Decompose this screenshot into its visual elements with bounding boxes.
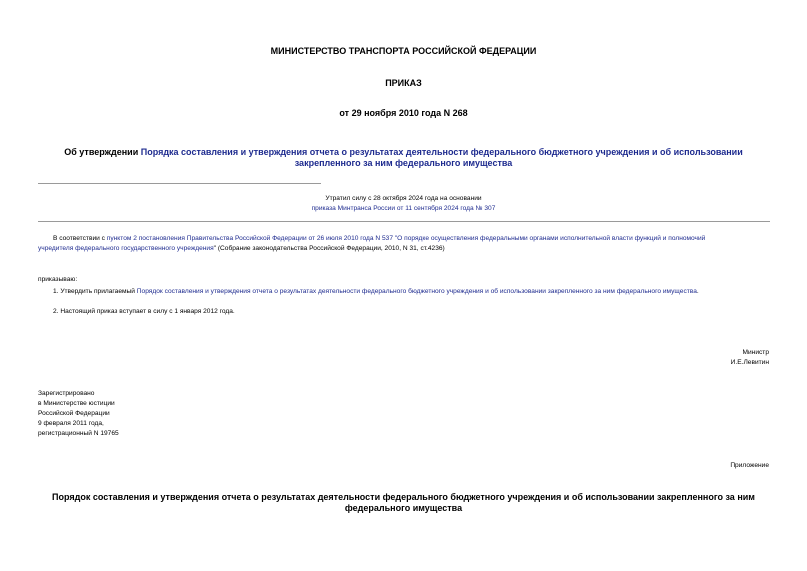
order-word: приказываю:	[38, 276, 78, 283]
preamble-link-line2[interactable]: учредителя федерального государственного учреждения	[38, 245, 214, 252]
item-1	[53, 287, 783, 297]
status-link[interactable]: приказа Минтранса России от 11 сентября 2024 года № 307	[311, 205, 496, 212]
item-1-suffix: .	[696, 288, 699, 295]
status-line: Утратил силу с 28 октября 2024 года на основании	[325, 195, 482, 202]
preamble-text: В соответствии с	[53, 235, 107, 242]
registration-line: в Министерстве юстиции	[38, 400, 115, 407]
appendix-title	[0, 492, 807, 514]
registration-line: Российской Федерации	[38, 410, 110, 417]
registration-line: 9 февраля 2011 года,	[38, 420, 104, 427]
registration-line: регистрационный N 19765	[38, 430, 119, 437]
preamble-text-end: " (Собрание законодательства Российской Федерации, 2010, N 31, ст.4236)	[213, 245, 445, 252]
appendix-label: Приложение	[730, 462, 769, 469]
title-divider	[38, 183, 321, 184]
registration-block	[38, 389, 119, 439]
status-note	[0, 194, 807, 214]
status-divider	[38, 221, 770, 222]
title-link-line2[interactable]: закрепленного за ним федерального имущества	[294, 158, 513, 168]
appendix-title-line2: федерального имущества	[344, 503, 463, 513]
title-prefix: Об утверждении	[64, 147, 141, 157]
doc-type-heading: ПРИКАЗ	[385, 78, 422, 88]
item-1-link[interactable]: Порядок составления и утверждения отчета о результатах деятельности федерального бюджетного учреждения и об использовании закрепленного за ним федерального имущества	[136, 288, 697, 295]
preamble	[38, 234, 778, 254]
signature	[731, 348, 769, 368]
signature-position: Министр	[742, 349, 769, 356]
date-number-heading: от 29 ноября 2010 года N 268	[339, 108, 468, 118]
title-link[interactable]: Порядка составления и утверждения отчета о результатах деятельности федерального бюджетного учреждения и об использовании	[140, 147, 743, 157]
ministry-heading: МИНИСТЕРСТВО ТРАНСПОРТА РОССИЙСКОЙ ФЕДЕРАЦИИ	[270, 46, 537, 56]
item-2: 2. Настоящий приказ вступает в силу с 1 января 2012 года.	[53, 308, 235, 315]
item-1-prefix: 1. Утвердить прилагаемый	[53, 288, 137, 295]
preamble-link[interactable]: пунктом 2 постановления Правительства Российской Федерации от 26 июля 2010 года N 537 "О порядке осуществления федеральными органами исполнительной власти функций и полномочий	[106, 235, 706, 242]
registration-line: Зарегистрировано	[38, 390, 95, 397]
signature-name: И.Е.Левитин	[730, 359, 769, 366]
appendix-title-line1: Порядок составления и утверждения отчета о результатах деятельности федерального бюджетного учреждения и об использовании закрепленного за ним	[52, 492, 755, 502]
document-title	[0, 147, 807, 169]
